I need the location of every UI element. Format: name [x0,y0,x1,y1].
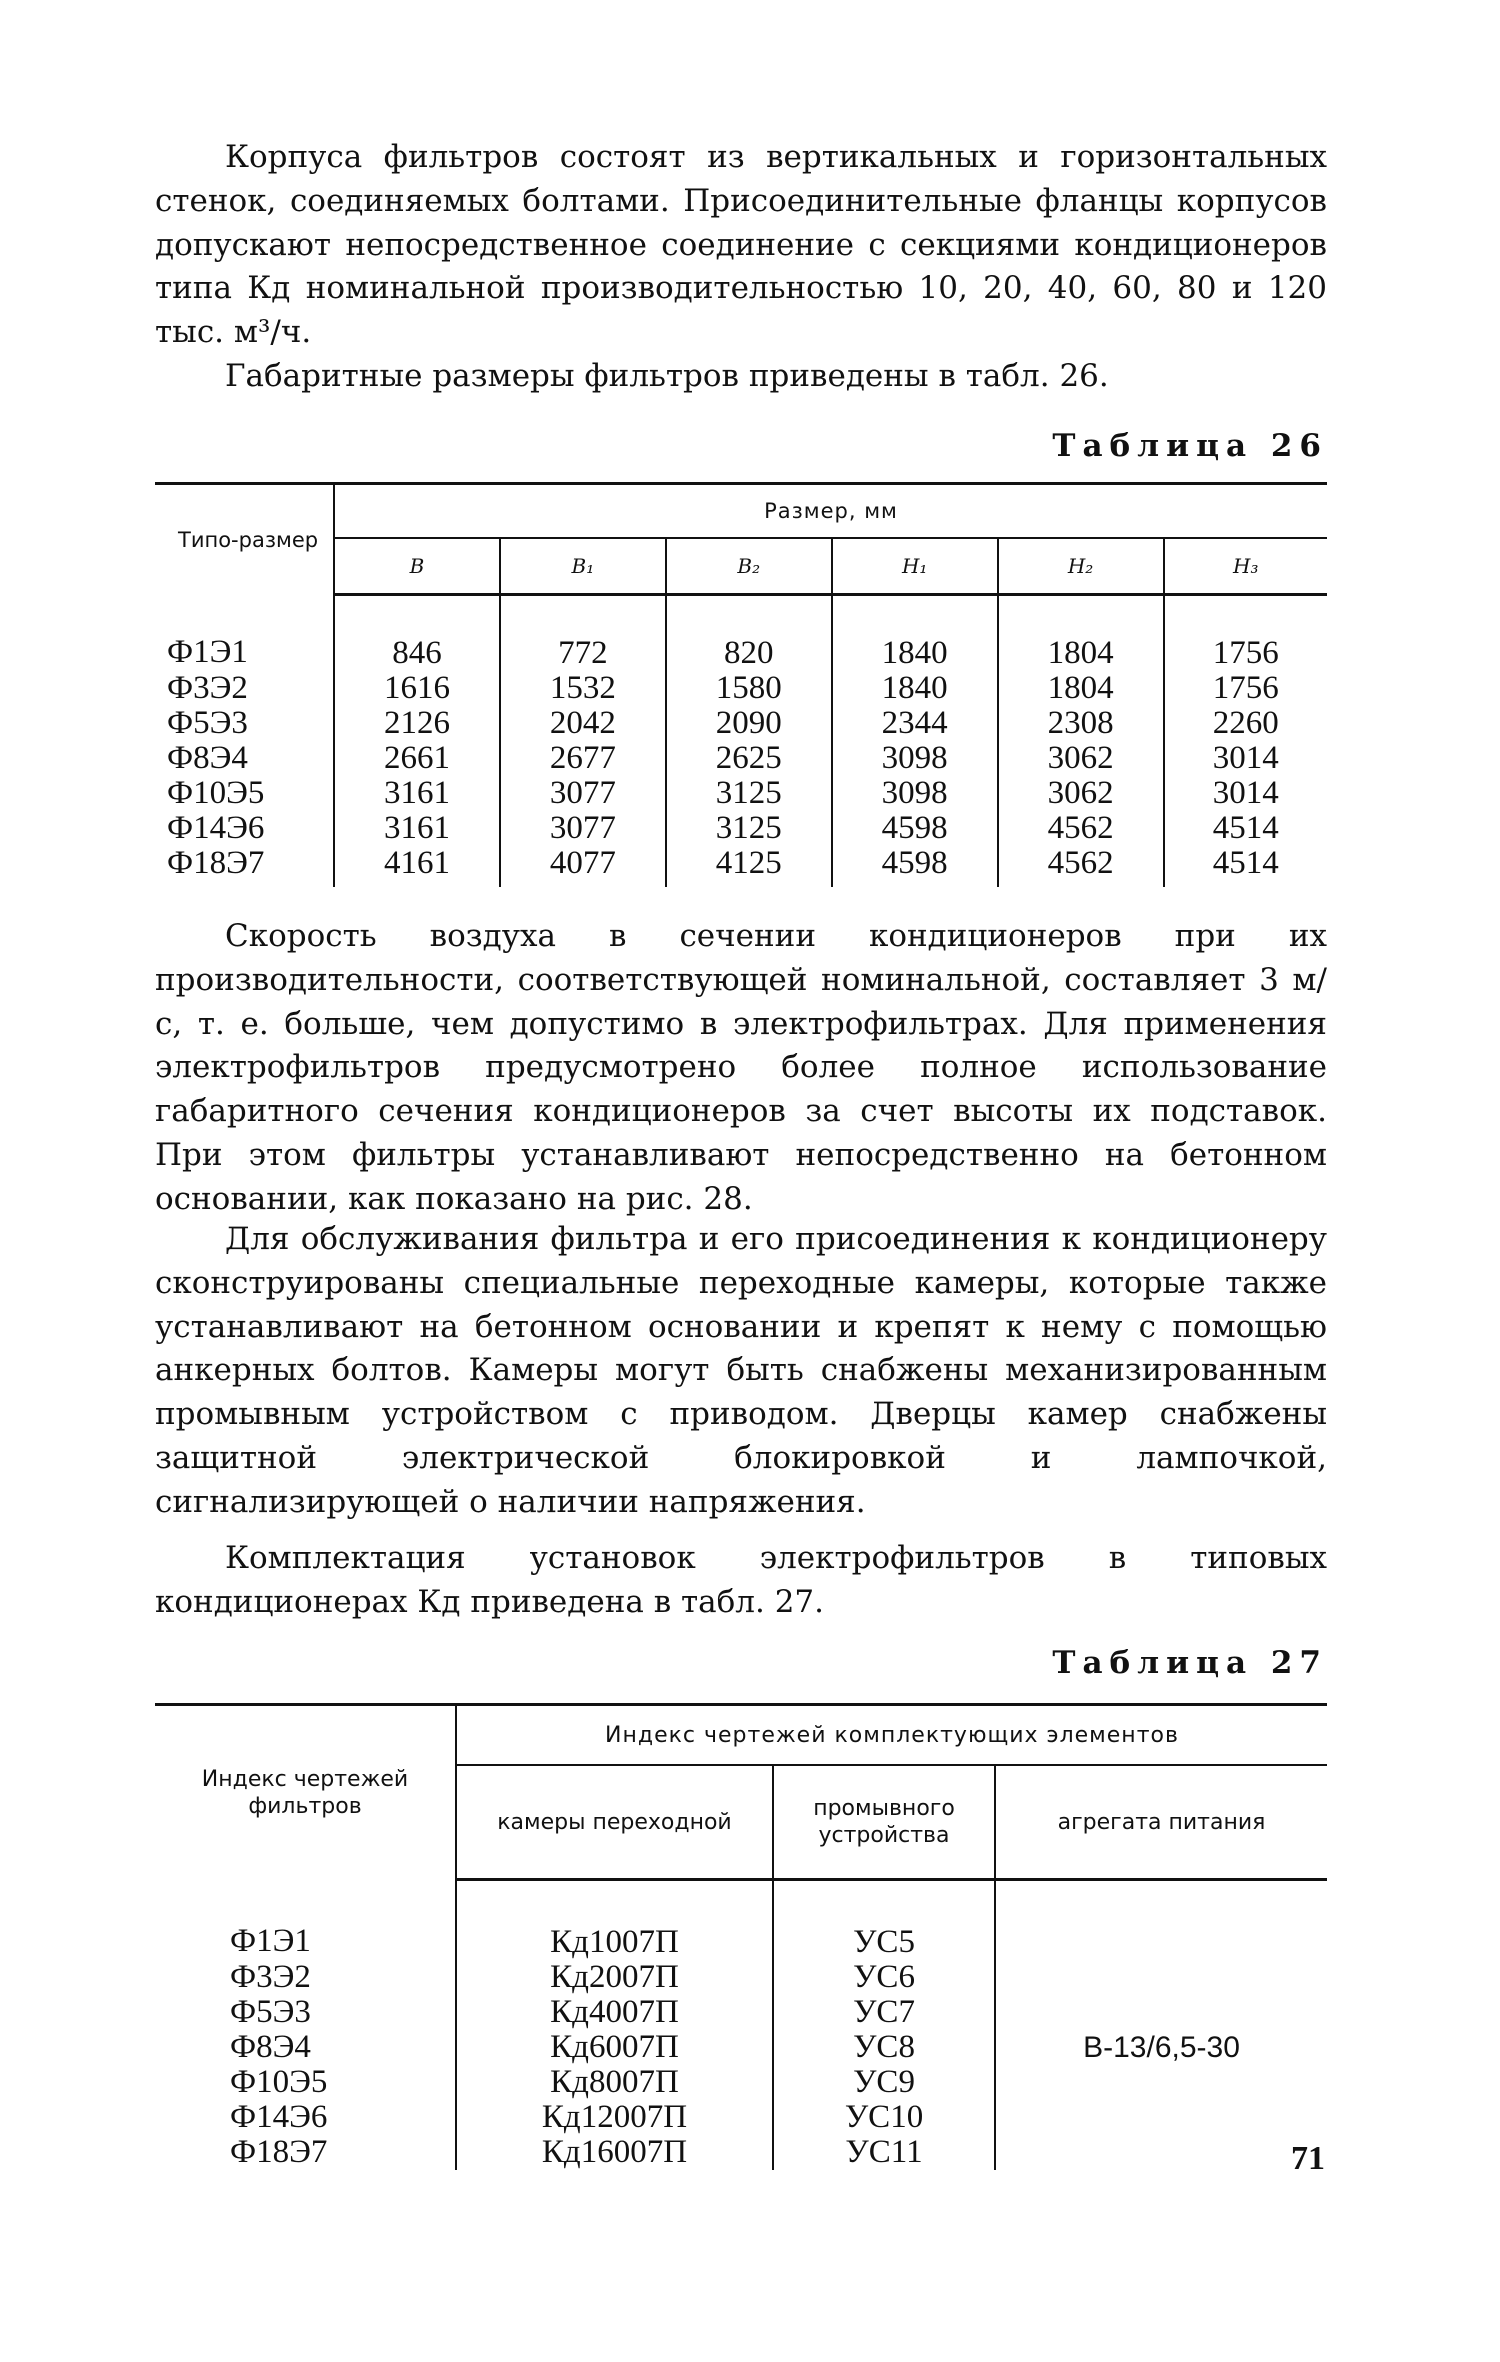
table-cell: 1756 [1164,671,1327,706]
table-cell: 1756 [1164,595,1327,672]
table-cell: 2308 [998,706,1164,741]
table-cell: 3062 [998,741,1164,776]
table-cell-name: Ф10Э5 [155,2065,456,2100]
table-cell: 4562 [998,846,1164,887]
page-number: 71 [1291,2140,1325,2177]
table-cell: 4161 [383,845,450,881]
table-cell: 3062 [998,776,1164,811]
table-cell-name: Ф10Э5 [155,776,334,811]
table-26-caption: Таблица 26 [1052,428,1328,464]
table-cell-name: Ф18Э7 [155,846,334,887]
table-cell: 1616 [383,670,450,706]
table-26 [155,482,1327,887]
table-26-col-b2: B₂ [666,538,832,595]
table-cell-camera: Кд2007П [550,1959,679,1995]
table-cell: 3014 [1164,741,1327,776]
table-cell: 1804 [998,671,1164,706]
table-cell: 1532 [500,671,666,706]
table-row [155,671,1327,706]
table-cell-power: В-13/6,5-30 [1083,2031,1240,2064]
table-27-col-wash: промывного устройства [773,1765,995,1880]
table-row [155,595,1327,672]
table-cell: 2260 [1164,706,1327,741]
table-cell: 2090 [666,706,832,741]
table-26-col-b: B [334,538,500,595]
table-cell: 4598 [832,846,998,887]
table-cell: 3098 [832,776,998,811]
table-27-col-camera: камеры переходной [456,1765,773,1880]
table-26-header-size: Размер, мм [334,484,1327,539]
table-cell-camera: Кд16007П [541,2134,688,2170]
table-cell: 2677 [500,741,666,776]
table-cell: 2344 [832,706,998,741]
paragraph-air-speed: Скорость воздуха в сечении кондиционеров при их производительности, соответствующей номинальной, составляет 3 м/с, т. е. больше, чем допустимо в электрофильтрах. Для применения электрофильтров предусмотрено более полное использование габаритного сечения кондиционеров за счет высоты их подставок. При этом фильтры устанавливают непосредственно на бетонном основании, как показано на рис. 28. [155,918,1327,1217]
table-row [155,1880,1327,1961]
table-cell: 1580 [666,671,832,706]
table-cell: 820 [666,595,832,672]
table-cell-name: Ф8Э4 [155,741,334,776]
table-cell-name: Ф3Э2 [155,671,334,706]
table-cell: 2126 [383,705,450,741]
paragraph-filter-housings: Корпуса фильтров состоят из вертикальных и горизонтальных стенок, соединяемых болтами. Присоединительные фланцы корпусов допускают непосредственное соединение с секциями кондиционеров типа Кд номинальной производительностью 10, 20, 40, 60, 80 и 120 тыс. м³/ч. [155,139,1327,351]
table-27-header-elements: Индекс чертежей комплектующих элементов [456,1705,1327,1766]
table-cell-name: Ф5Э3 [155,706,334,741]
table-cell-name: Ф1Э1 [155,595,334,672]
table-cell: 4514 [1164,811,1327,846]
table-cell: 3014 [1164,776,1327,811]
table-cell: 3161 [383,810,450,846]
table-cell-name: Ф14Э6 [155,811,334,846]
table-cell-name: Ф18Э7 [155,2135,456,2170]
table-cell: 2042 [500,706,666,741]
table-27-col-power: агрегата питания [995,1765,1327,1880]
table-cell-name: Ф14Э6 [155,2100,456,2135]
table-row [155,846,1327,887]
table-cell-name: Ф1Э1 [155,1880,456,1961]
table-27 [155,1703,1327,2170]
paragraph-equipment-ref: Комплектация установок электрофильтров в типовых кондиционерах Кд приведена в табл. 27. [155,1540,1327,1620]
table-cell-wash: УС11 [773,2135,995,2170]
table-row [155,741,1327,776]
table-cell: 3125 [666,811,832,846]
table-cell-wash: УС9 [773,2065,995,2100]
table-cell-name: Ф8Э4 [155,2030,456,2065]
table-26-col-h1: H₁ [832,538,998,595]
table-cell: 4598 [832,811,998,846]
paragraph-dimensions-ref: Габаритные размеры фильтров приведены в табл. 26. [225,358,1109,394]
table-26-col-h2: H₂ [998,538,1164,595]
table-cell-camera: Кд8007П [550,2064,679,2100]
table-cell-wash: УС5 [773,1880,995,1961]
table-27-header-index: Индекс чертежей фильтров [155,1705,456,1880]
table-26-col-h3: H₃ [1164,538,1327,595]
table-cell-name: Ф3Э2 [155,1960,456,1995]
table-cell: 4562 [998,811,1164,846]
table-cell-wash: УС10 [773,2100,995,2135]
table-26-col-b1: B₁ [500,538,666,595]
table-cell: 2625 [666,741,832,776]
table-cell: 4125 [666,846,832,887]
table-cell: 2661 [383,740,450,776]
table-cell: 4077 [500,846,666,887]
table-cell: 846 [392,635,442,671]
table-26-header-type: Типо-размер [155,484,334,595]
table-cell: 3098 [832,741,998,776]
table-cell: 3125 [666,776,832,811]
table-cell: 1840 [832,595,998,672]
table-cell-name: Ф5Э3 [155,1995,456,2030]
table-cell: 1804 [998,595,1164,672]
table-cell: 4514 [1164,846,1327,887]
table-cell: 1840 [832,671,998,706]
table-cell-wash: УС6 [773,1960,995,1995]
paragraph-transition-chambers: Для обслуживания фильтра и его присоединения к кондиционеру сконструированы специальные переходные камеры, которые также устанавливают на бетонном основании и крепят к нему с помощью анкерных болтов. Камеры могут быть снабжены механизированным промывным устройством с приводом. Дверцы камер снабжены защитной электрической блокировкой и лампочкой, сигнализирующей о наличии напряжения. [155,1221,1327,1520]
table-cell-camera: Кд4007П [550,1994,679,2030]
table-cell-camera: Кд12007П [541,2099,688,2135]
table-cell-camera: Кд1007П [550,1924,679,1960]
table-cell: 3077 [500,811,666,846]
table-cell: 3161 [383,775,450,811]
table-row [155,706,1327,741]
table-row [155,811,1327,846]
table-cell-wash: УС7 [773,1995,995,2030]
table-cell-camera: Кд6007П [550,2029,679,2065]
table-27-caption: Таблица 27 [1052,1645,1328,1681]
table-row [155,776,1327,811]
table-cell: 772 [500,595,666,672]
table-cell-wash: УС8 [773,2030,995,2065]
table-cell: 3077 [500,776,666,811]
